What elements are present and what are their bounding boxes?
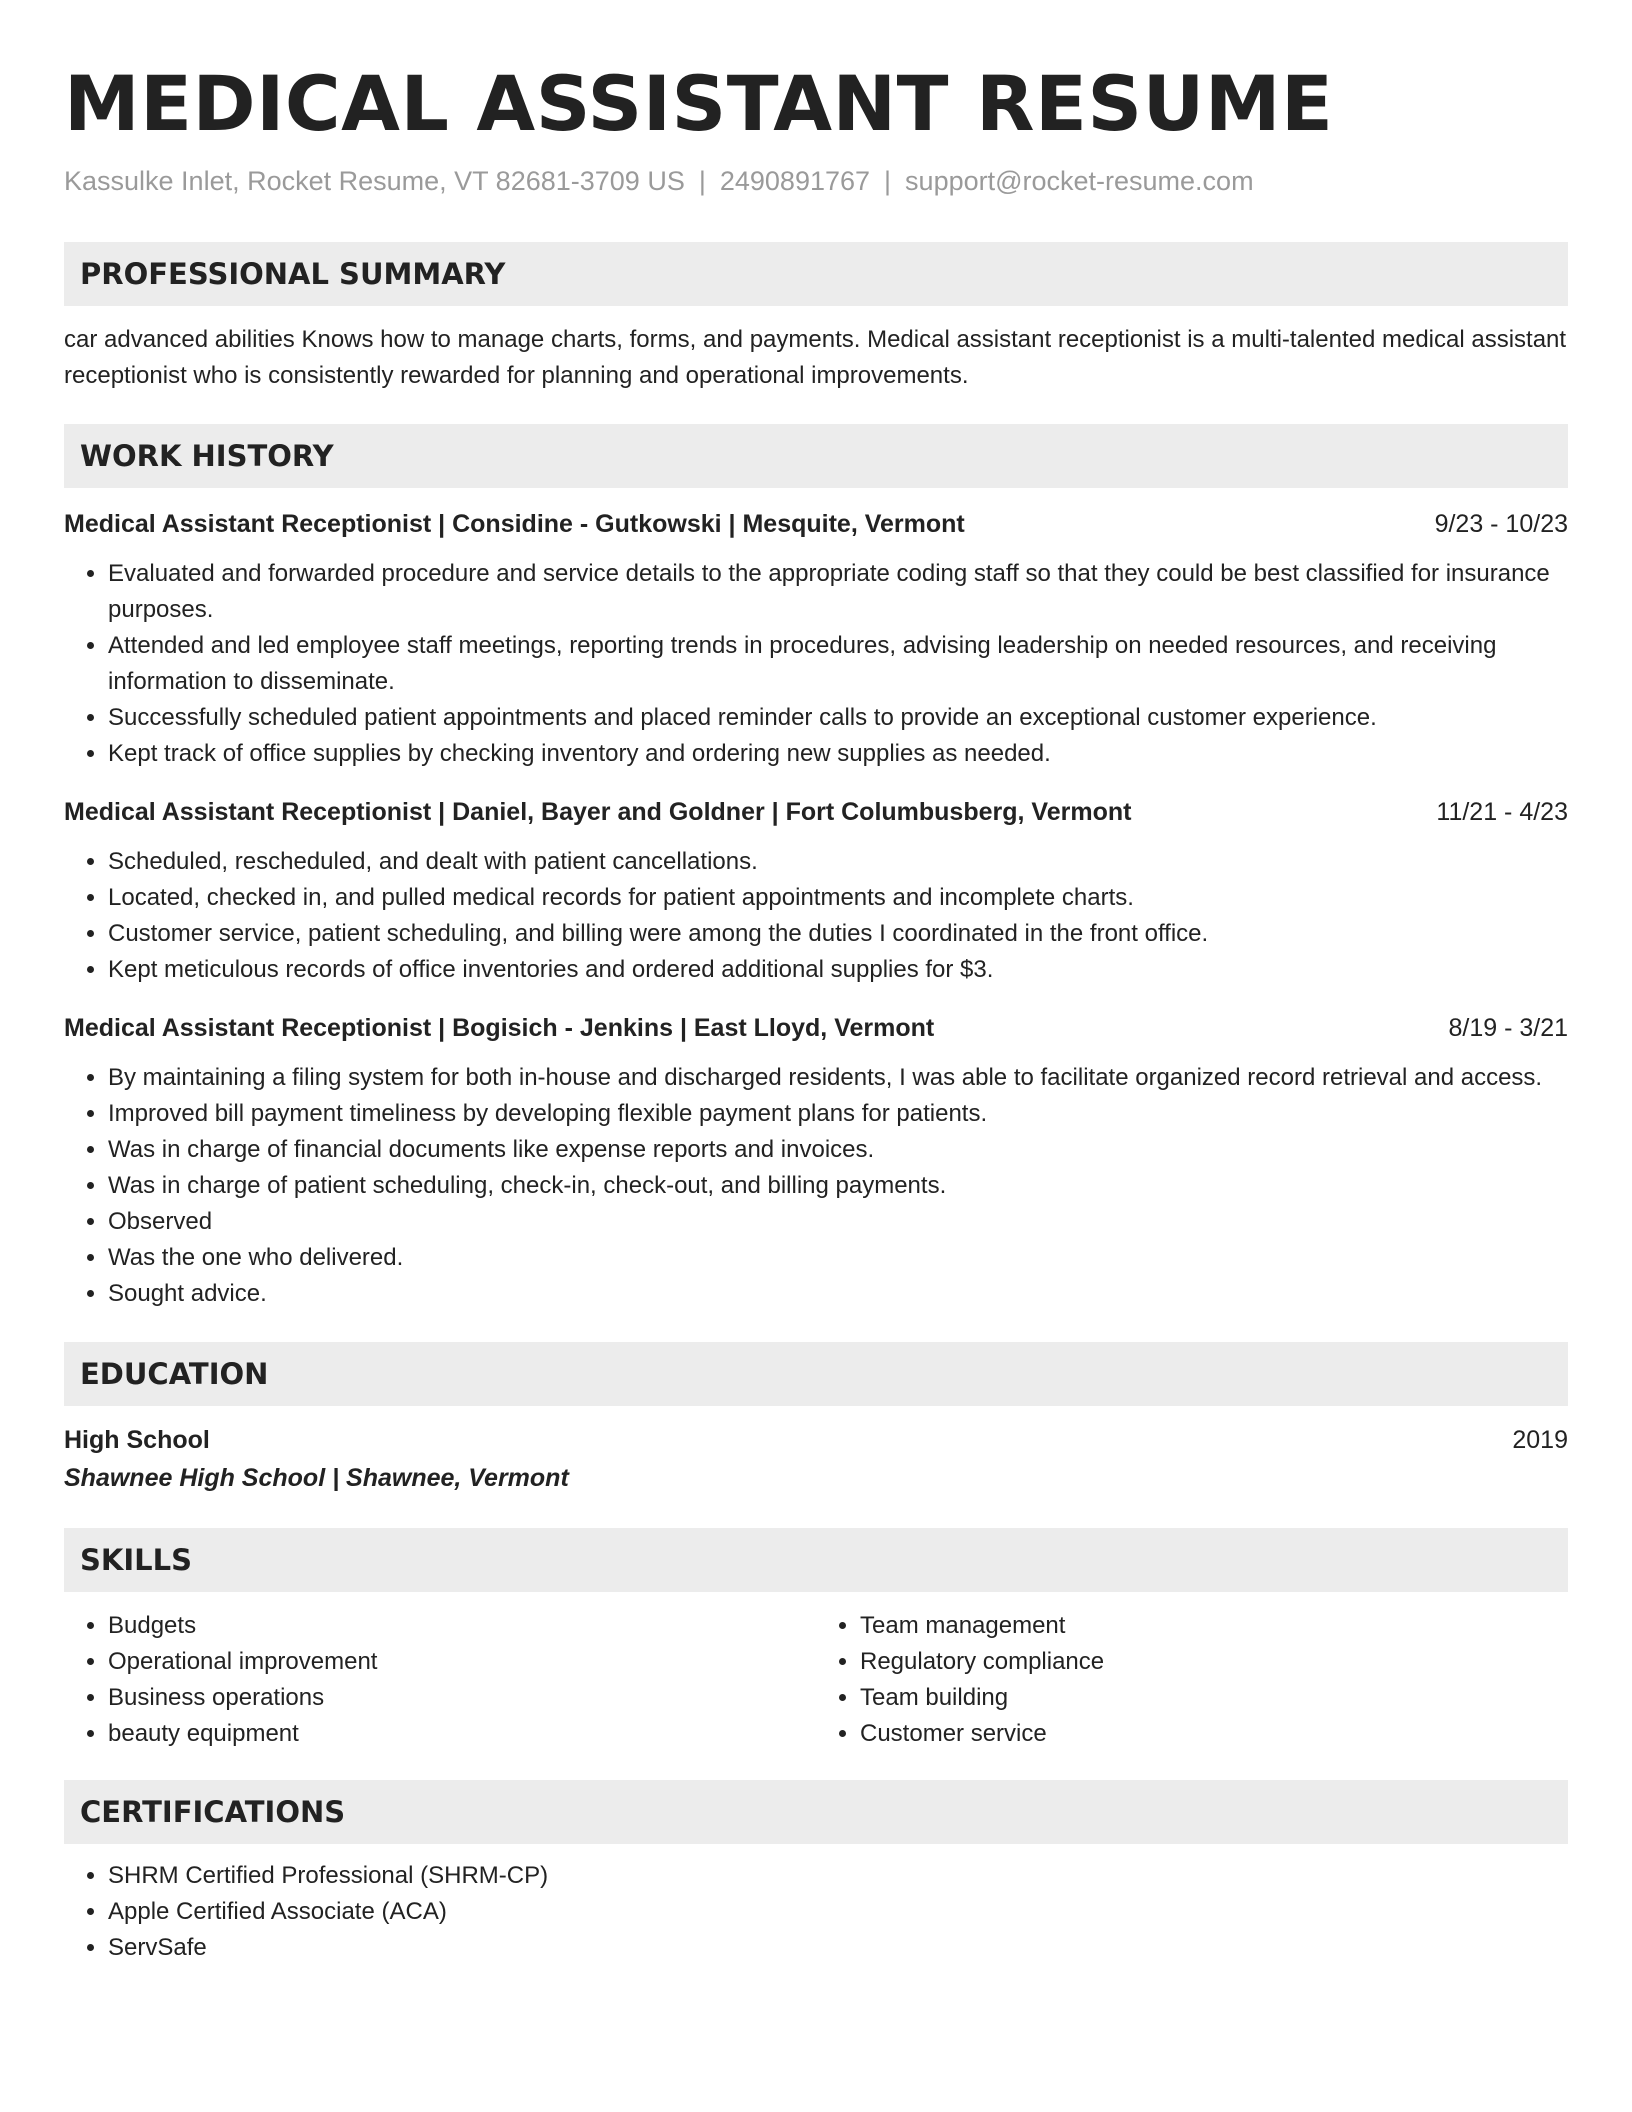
skill-item: • Business operations — [108, 1680, 816, 1716]
job-bullet: • Kept meticulous records of office inventories and ordered additional supplies for $3. — [108, 952, 1568, 988]
certifications-list — [64, 1858, 1568, 1966]
job-bullets — [64, 1060, 1568, 1312]
education-school: Shawnee High School | Shawnee, Vermont — [64, 1464, 569, 1492]
job-entry — [64, 506, 1568, 772]
contact-address: Kassulke Inlet, Rocket Resume, VT 82681-3709 US — [64, 166, 685, 196]
skills-column-right — [816, 1608, 1568, 1752]
job-bullet: • Located, checked in, and pulled medical records for patient appointments and incomplete charts. — [108, 880, 1568, 916]
education-heading: EDUCATION — [64, 1342, 1568, 1406]
job-entry — [64, 794, 1568, 988]
job-title: Medical Assistant Receptionist | Considine - Gutkowski | Mesquite, Vermont — [64, 510, 965, 538]
job-bullet: • Customer service, patient scheduling, and billing were among the duties I coordinated in the front office. — [108, 916, 1568, 952]
contact-phone: 2490891767 — [719, 166, 871, 196]
contact-separator: | — [698, 166, 706, 196]
job-bullet: • Was the one who delivered. — [108, 1240, 1568, 1276]
job-bullet: • Attended and led employee staff meetings, reporting trends in procedures, advising leadership on needed resources, and receiving information to disseminate. — [108, 628, 1568, 700]
summary-text: car advanced abilities Knows how to manage charts, forms, and payments. Medical assistant receptionist is a multi-talented medical assistant receptionist who is consistently rewarded for planning and operational improvements. — [64, 326, 1567, 389]
job-bullet: • Was in charge of patient scheduling, check-in, check-out, and billing payments. — [108, 1168, 1568, 1204]
skill-item: • Operational improvement — [108, 1644, 816, 1680]
skill-item: • Team management — [860, 1608, 1568, 1644]
certification-item: • ServSafe — [108, 1930, 1568, 1966]
job-bullet: • Evaluated and forwarded procedure and service details to the appropriate coding staff so that they could be best classified for insurance purposes. — [108, 556, 1568, 628]
job-bullet: • Scheduled, rescheduled, and dealt with patient cancellations. — [108, 844, 1568, 880]
education-year: 2019 — [1512, 1426, 1568, 1454]
work-history-heading: WORK HISTORY — [64, 424, 1568, 488]
resume-title: MEDICAL ASSISTANT RESUME — [64, 59, 1334, 148]
education-degree: High School — [64, 1426, 210, 1454]
skill-item: • Team building — [860, 1680, 1568, 1716]
job-bullet: • Sought advice. — [108, 1276, 1568, 1312]
job-bullets — [64, 556, 1568, 772]
job-bullets — [64, 844, 1568, 988]
certification-item: • SHRM Certified Professional (SHRM-CP) — [108, 1858, 1568, 1894]
job-bullet: • By maintaining a filing system for both in-house and discharged residents, I was able to facilitate organized record retrieval and access. — [108, 1060, 1568, 1096]
skill-item: • Customer service — [860, 1716, 1568, 1752]
skill-item: • Budgets — [108, 1608, 816, 1644]
job-dates: 9/23 - 10/23 — [1434, 510, 1568, 538]
job-bullet: • Kept track of office supplies by checking inventory and ordering new supplies as needed. — [108, 736, 1568, 772]
contact-separator: | — [884, 166, 892, 196]
contact-line — [64, 164, 1568, 198]
skill-item: • Regulatory compliance — [860, 1644, 1568, 1680]
skill-item: • beauty equipment — [108, 1716, 816, 1752]
certification-item: • Apple Certified Associate (ACA) — [108, 1894, 1568, 1930]
job-bullet: • Successfully scheduled patient appointments and placed reminder calls to provide an exceptional customer experience. — [108, 700, 1568, 736]
certifications-heading: CERTIFICATIONS — [64, 1780, 1568, 1844]
job-bullet: • Was in charge of financial documents like expense reports and invoices. — [108, 1132, 1568, 1168]
job-bullet: • Improved bill payment timeliness by developing flexible payment plans for patients. — [108, 1096, 1568, 1132]
job-dates: 11/21 - 4/23 — [1436, 798, 1568, 826]
job-title: Medical Assistant Receptionist | Daniel, Bayer and Goldner | Fort Columbusberg, Vermont — [64, 798, 1132, 826]
skills-column-left — [64, 1608, 816, 1752]
job-dates: 8/19 - 3/21 — [1448, 1014, 1568, 1042]
education-entry — [64, 1422, 1568, 1498]
summary-heading: PROFESSIONAL SUMMARY — [64, 242, 1568, 306]
skills-heading: SKILLS — [64, 1528, 1568, 1592]
skills-list — [64, 1608, 1568, 1752]
job-entry — [64, 1010, 1568, 1312]
contact-email: support@rocket-resume.com — [905, 166, 1254, 196]
job-title: Medical Assistant Receptionist | Bogisich - Jenkins | East Lloyd, Vermont — [64, 1014, 935, 1042]
job-bullet: • Observed — [108, 1204, 1568, 1240]
